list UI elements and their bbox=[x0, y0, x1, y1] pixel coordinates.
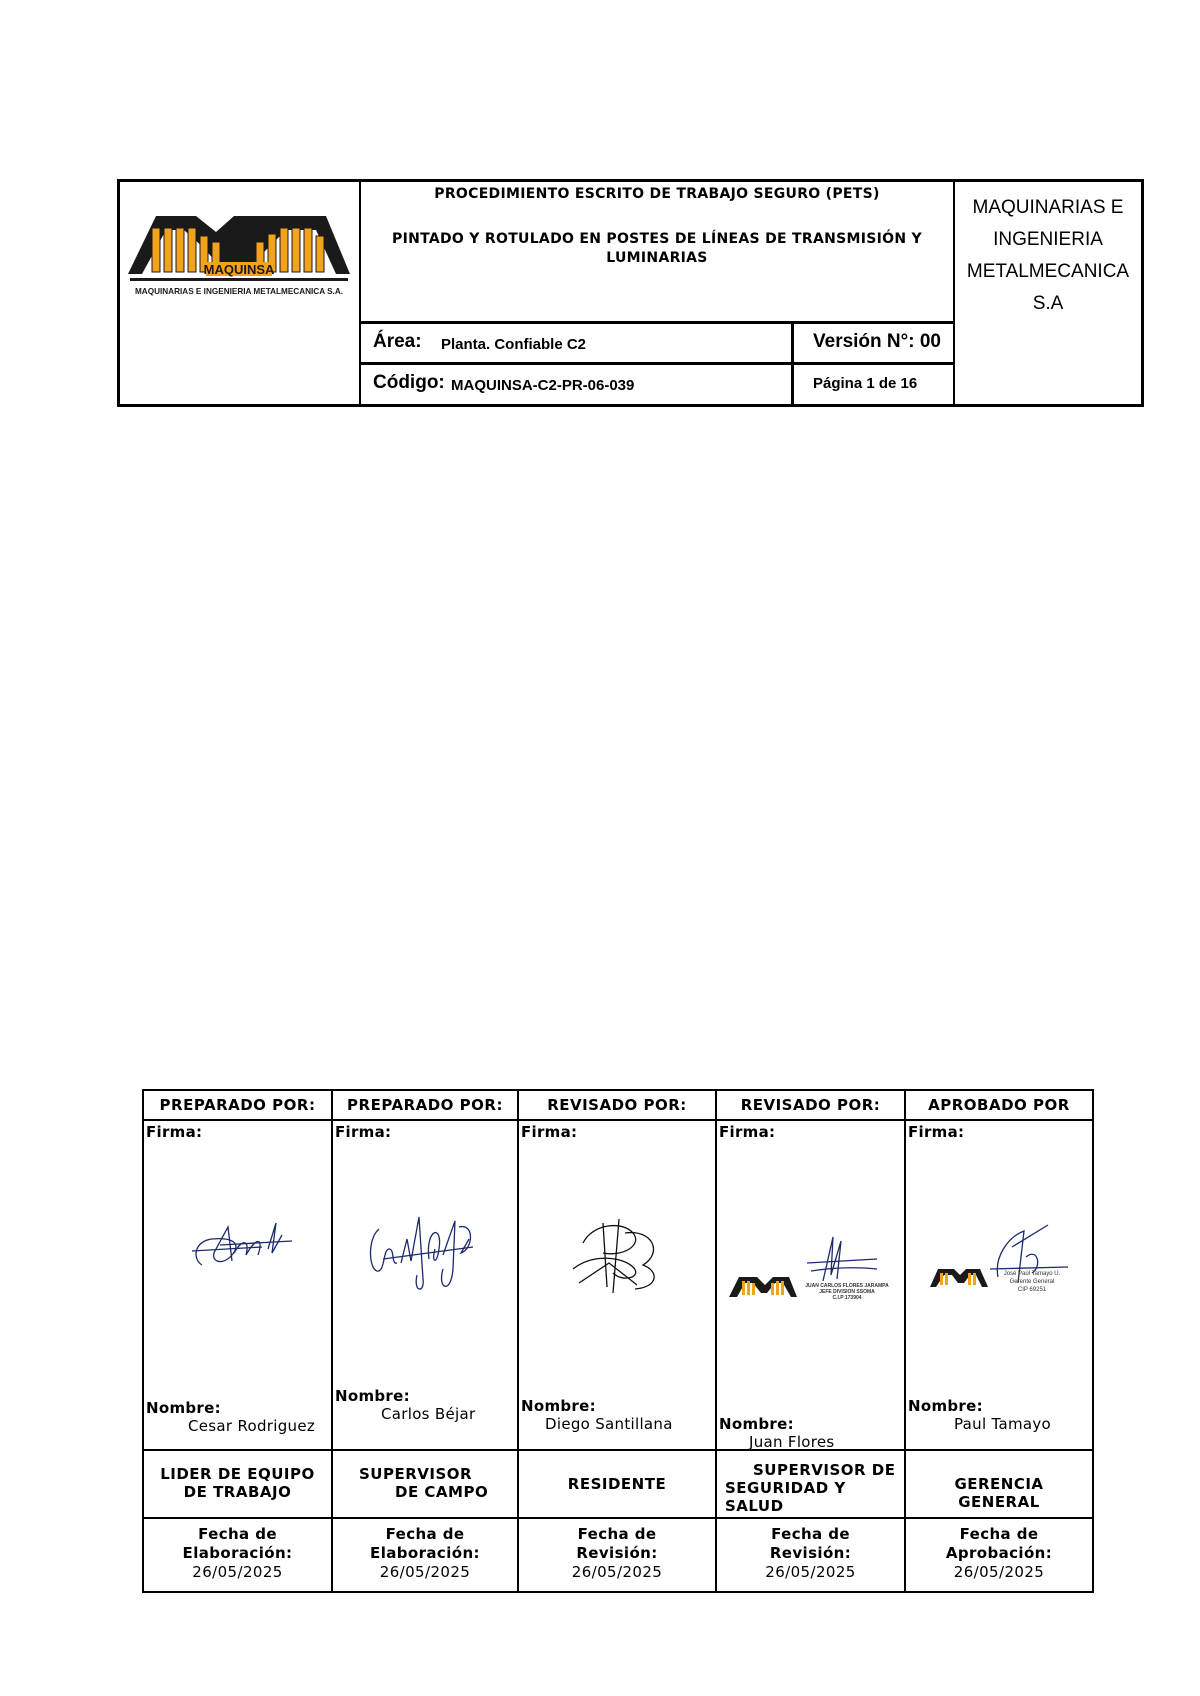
column-header: REVISADO POR: bbox=[717, 1091, 904, 1121]
nombre-label: Nombre: bbox=[521, 1397, 596, 1415]
column-header: PREPARADO POR: bbox=[333, 1091, 517, 1121]
role-cell: SUPERVISOR DE CAMPO bbox=[333, 1451, 517, 1519]
date-cell: Fecha de Revisión: 26/05/2025 bbox=[571, 1525, 663, 1581]
signer-name: Diego Santillana bbox=[545, 1415, 673, 1433]
firma-label: Firma: bbox=[908, 1123, 965, 1141]
signer-name: Cesar Rodriguez bbox=[188, 1417, 316, 1435]
handwritten-signature bbox=[172, 1209, 302, 1289]
signature-column bbox=[331, 1091, 517, 1591]
divider bbox=[791, 321, 794, 404]
date-value: 26/05/2025 bbox=[953, 1563, 1045, 1581]
firma-label: Firma: bbox=[146, 1123, 203, 1141]
signature-cell bbox=[519, 1121, 715, 1451]
nombre-label: Nombre: bbox=[146, 1399, 221, 1417]
svg-text:JUAN CARLOS FLORES JARAMPA: JUAN CARLOS FLORES JARAMPA bbox=[805, 1283, 889, 1289]
document-header bbox=[117, 179, 1144, 407]
nombre-label: Nombre: bbox=[719, 1415, 794, 1433]
column-header: REVISADO POR: bbox=[519, 1091, 715, 1121]
signature-column bbox=[144, 1091, 331, 1591]
date-cell: Fecha de Revisión: 26/05/2025 bbox=[765, 1525, 856, 1581]
date-value: 26/05/2025 bbox=[765, 1563, 856, 1581]
codigo-label: Código: bbox=[373, 372, 445, 393]
handwritten-signature bbox=[363, 1209, 483, 1309]
signature-column bbox=[904, 1091, 1092, 1591]
company-name-cell bbox=[953, 182, 1141, 404]
page-number: Página 1 de 16 bbox=[813, 375, 918, 392]
date-cell: Fecha de Elaboración: 26/05/2025 bbox=[182, 1525, 293, 1581]
svg-text:Gerente General: Gerente General bbox=[1009, 1279, 1055, 1285]
date-value: 26/05/2025 bbox=[571, 1563, 663, 1581]
svg-text:CIP 69251: CIP 69251 bbox=[1017, 1287, 1047, 1293]
nombre-label: Nombre: bbox=[335, 1387, 410, 1405]
firma-label: Firma: bbox=[719, 1123, 776, 1141]
signature-cell bbox=[906, 1121, 1092, 1451]
divider bbox=[361, 362, 953, 365]
svg-text:C.I.P 173904: C.I.P 173904 bbox=[832, 1295, 862, 1301]
date-value: 26/05/2025 bbox=[192, 1563, 283, 1581]
svg-text:José Paúl Tamayo U.: José Paúl Tamayo U. bbox=[1003, 1271, 1061, 1277]
firma-label: Firma: bbox=[521, 1123, 578, 1141]
signature-table bbox=[142, 1089, 1094, 1593]
column-header: PREPARADO POR: bbox=[144, 1091, 331, 1121]
handwritten-signature bbox=[563, 1213, 683, 1303]
role-cell: LIDER DE EQUIPO DE TRABAJO bbox=[144, 1451, 331, 1519]
codigo-value: MAQUINSA-C2-PR-06-039 bbox=[451, 377, 635, 394]
signer-name: Juan Flores bbox=[749, 1433, 835, 1451]
divider bbox=[361, 321, 953, 324]
svg-text:MAQUINSA: MAQUINSA bbox=[203, 262, 275, 277]
firma-label: Firma: bbox=[335, 1123, 392, 1141]
role-cell: RESIDENTE bbox=[519, 1451, 715, 1519]
role-cell: GERENCIA GENERAL bbox=[906, 1451, 1092, 1519]
signer-name: Carlos Béjar bbox=[381, 1405, 476, 1423]
signer-name: Paul Tamayo bbox=[954, 1415, 1052, 1433]
date-value: 26/05/2025 bbox=[379, 1563, 471, 1581]
version: Versión N°: 00 bbox=[813, 331, 941, 352]
area-label: Área: bbox=[373, 331, 422, 352]
document-title: PINTADO Y ROTULADO EN POSTES DE LÍNEAS DE TRANSMISIÓN Y LUMINARIAS bbox=[392, 231, 922, 266]
signature-cell bbox=[333, 1121, 517, 1451]
signature-cell bbox=[144, 1121, 331, 1451]
signature-column bbox=[517, 1091, 715, 1591]
stamp-signature bbox=[928, 1217, 1078, 1307]
title-block bbox=[361, 182, 953, 404]
area-value: Planta. Confiable C2 bbox=[441, 336, 587, 353]
role-cell: SUPERVISOR DE SEGURIDAD Y SALUD bbox=[717, 1451, 904, 1519]
stamp-signature bbox=[727, 1231, 903, 1311]
nombre-label: Nombre: bbox=[908, 1397, 983, 1415]
svg-text:MAQUINARIAS E INGENIERIA METAL: MAQUINARIAS E INGENIERIA METALMECANICA S.A. bbox=[134, 287, 344, 296]
column-header: APROBADO POR bbox=[906, 1091, 1092, 1121]
date-cell: Fecha de Elaboración: 26/05/2025 bbox=[370, 1525, 480, 1581]
document-type: PROCEDIMIENTO ESCRITO DE TRABAJO SEGURO (PETS) bbox=[434, 186, 880, 202]
signature-cell bbox=[717, 1121, 904, 1451]
company-name: MAQUINARIAS E INGENIERIA METALMECANICA S.A bbox=[966, 197, 1130, 314]
maquinsa-logo bbox=[126, 212, 352, 308]
logo-cell bbox=[120, 182, 361, 404]
svg-text:JEFE DIVISION SSOMA: JEFE DIVISION SSOMA bbox=[819, 1289, 875, 1295]
date-cell: Fecha de Aprobación: 26/05/2025 bbox=[945, 1525, 1053, 1581]
signature-column bbox=[715, 1091, 904, 1591]
